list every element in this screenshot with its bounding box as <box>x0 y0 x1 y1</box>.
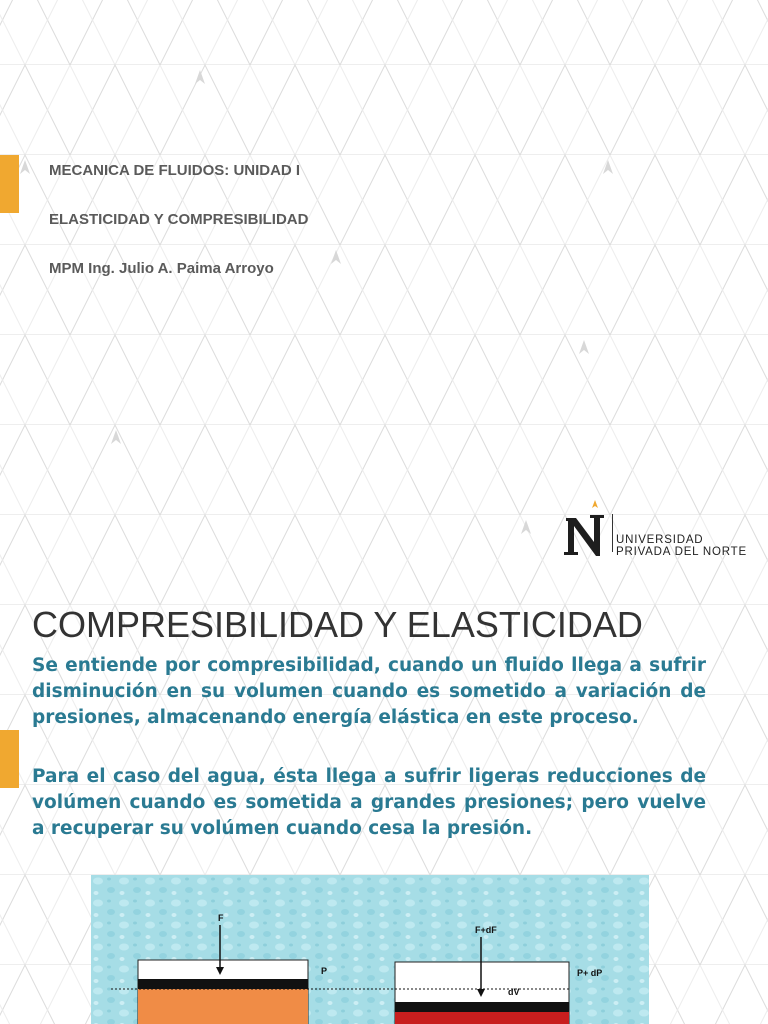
left-fluid <box>138 989 308 1024</box>
compressibility-diagram <box>91 875 649 1024</box>
label-volume-change: dV <box>508 987 520 997</box>
accent-bar <box>0 155 19 213</box>
course-unit-title: MECANICA DE FLUIDOS: UNIDAD I <box>49 162 301 179</box>
slide-title: COMPRESIBILIDAD Y ELASTICIDAD <box>32 604 643 645</box>
content-slide <box>0 580 768 1024</box>
label-force-left: F <box>218 913 224 923</box>
label-force-right: F+dF <box>475 925 497 935</box>
topic-title: ELASTICIDAD Y COMPRESIBILIDAD <box>49 211 309 228</box>
university-logo <box>562 498 762 560</box>
label-pressure-left: P <box>321 966 328 976</box>
right-fluid <box>395 1012 569 1024</box>
left-piston <box>138 979 308 989</box>
label-pressure-right: P+ dP <box>577 968 603 978</box>
logo-separator <box>612 514 613 552</box>
logo-line-2: PRIVADA DEL NORTE <box>616 546 747 558</box>
right-piston <box>395 1002 569 1012</box>
upn-n-logo-icon <box>562 498 608 558</box>
definition-paragraph: Se entiende por compresibilidad, cuando un fluido llega a sufrir disminución en su volumen cuando es sometido a variación de presiones, almacenando energía elástica en este proceso. <box>32 655 706 728</box>
logo-wordmark <box>616 534 747 558</box>
accent-bar <box>0 730 19 788</box>
water-paragraph: Para el caso del agua, ésta llega a sufrir ligeras reducciones de volúmen cuando es sometida a grandes presiones; pero vuelve a recuperar su volúmen cuando cesa la presión. <box>32 766 706 839</box>
author-name: MPM Ing. Julio A. Paima Arroyo <box>49 260 274 277</box>
logo-line-1: UNIVERSIDAD <box>616 534 704 546</box>
